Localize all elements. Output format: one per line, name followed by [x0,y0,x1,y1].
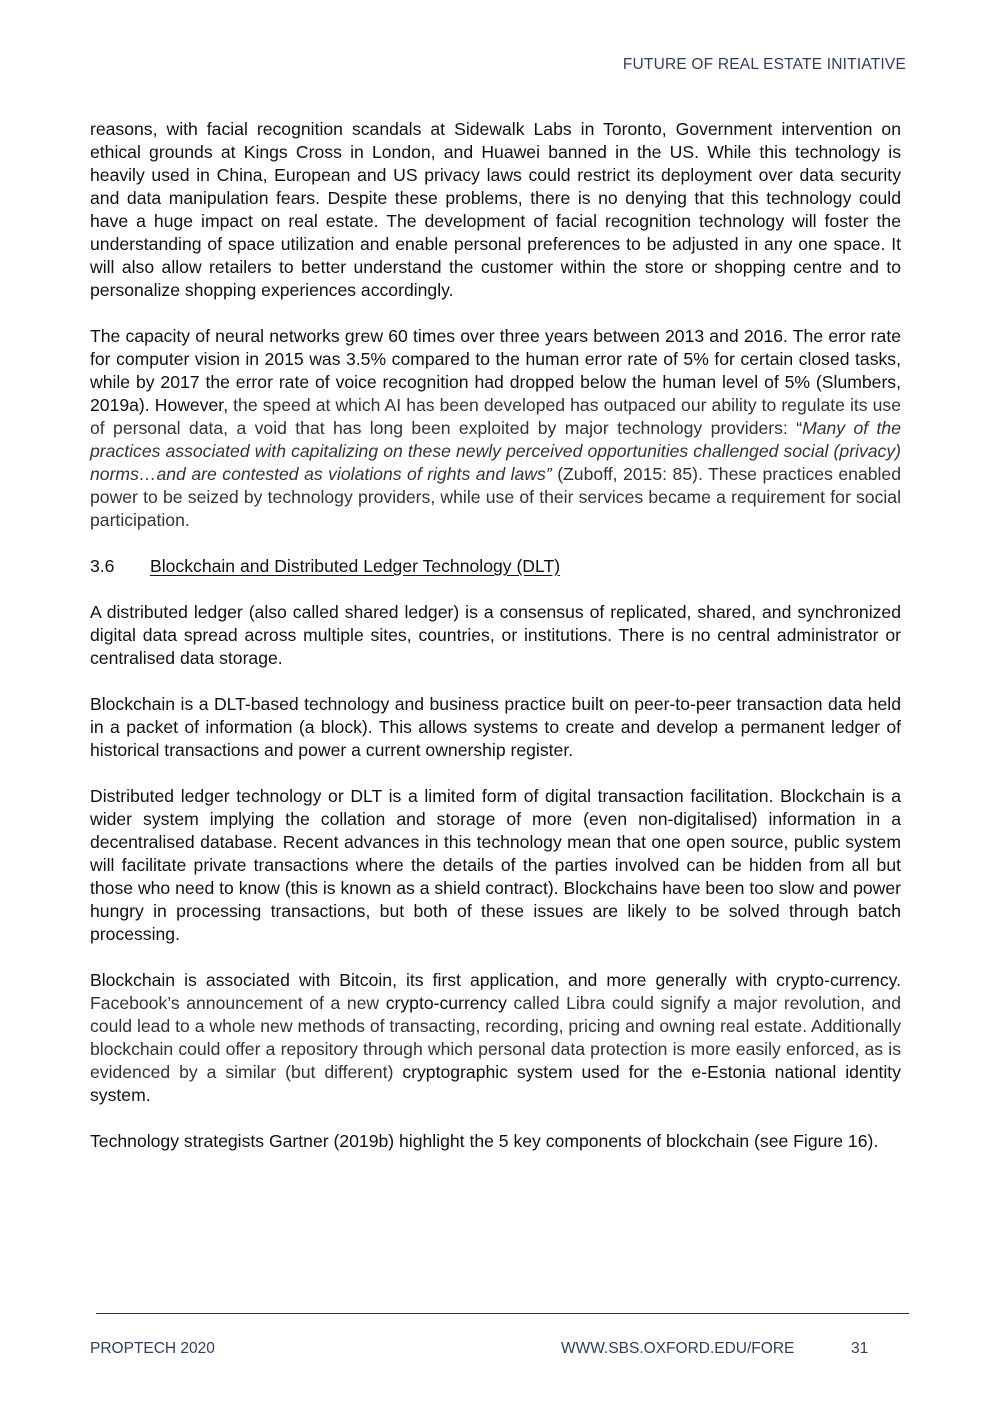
running-header: FUTURE OF REAL ESTATE INITIATIVE [622,56,906,73]
footer-url: WWW.SBS.OXFORD.EDU/FORE [561,1340,795,1357]
paragraph-dlt-vs-blockchain: Distributed ledger technology or DLT is a limited form of digital transaction facilitation. Blockchain is a wider system implying the collation and storage of more (even non-digitalised) information in a decentralised database. Recent advances in this technology mean that one open source, public system will facilitate private transactions where the details of the parties involved can be hidden from all but those who need to know (this is known as a shield contract). Blockchains have been too slow and power hungry in processing transactions, but both of these issues are likely to be solved through batch processing. [90,786,901,944]
page-number: 31 [851,1340,869,1357]
section-number: 3.6 [90,556,115,576]
paragraph-text: Facebook’s announcement of a new [90,993,386,1013]
paragraph-text: (Zuboff, 2015: 85). These practices enabled power to be seized by technology providers, while use of their services became a requirement for social participation. [90,464,902,530]
paragraph-text: called Libra could signify a major revolution, and could lead to a whole new methods of transacting, recording, pricing and owning real estate. Additionally blockchain could offer a repository through which personal data protection is more easily enforced, as is evidenced by a similar (but different) [90,993,901,1082]
paragraph-distributed-ledger: A distributed ledger (also called shared ledger) is a consensus of replicated, shared, and synchronized digital data spread across multiple sites, countries, or institutions. There is no central administrator or centralised data storage. [90,602,901,668]
section-title: Blockchain and Distributed Ledger Technology (DLT) [150,556,561,576]
paragraph-text: The capacity of neural networks grew 60 times over three years between 2013 and 2016. The error rate for computer vision in 2015 was 3.5% compared to the human error rate of 5% for certain closed tasks, while by 2017 the error rate of voice recognition had dropped below the human level of 5% (Slumbers, 2019a). However, [90,326,901,415]
paragraph-bitcoin-libra [90,969,901,1107]
paragraph-gartner: Technology strategists Gartner (2019b) highlight the 5 key components of blockchain (see Figure 16). [90,1131,879,1151]
body-text [90,118,901,1176]
paragraph-text: Blockchain is associated with Bitcoin, its first application, and more generally with crypto-currency. [90,970,901,990]
footer-publication: PROPTECH 2020 [90,1340,215,1357]
section-heading [90,555,901,578]
paragraph-text: cryptographic system used for the e-Estonia national identity system. [90,1062,901,1105]
footer-divider [96,1313,909,1314]
paragraph-neural-networks [90,325,901,532]
zuboff-quote: Many of the practices associated with capitalizing on these newly perceived opportunities challenged social (privacy) norms…and are contested as violations of rights and laws” [90,418,902,484]
paragraph-facial-recognition: reasons, with facial recognition scandals at Sidewalk Labs in Toronto, Government intervention on ethical grounds at Kings Cross in London, and Huawei banned in the US. While this technology is heavily used in China, European and US privacy laws could restrict its deployment over data security and data manipulation fears. Despite these problems, there is no denying that this technology could have a huge impact on real estate. The development of facial recognition technology will foster the understanding of space utilization and enable personal preferences to be adjusted in any one space. It will also allow retailers to better understand the customer within the store or shopping centre and to personalize shopping experiences accordingly. [90,119,901,300]
paragraph-text: the speed at which AI has been developed has outpaced our ability to regulate its use of personal data, a void that has long been exploited by major technology providers: “ [90,395,902,438]
paragraph-text: crypto-currency [385,993,507,1013]
paragraph-blockchain-definition: Blockchain is a DLT-based technology and business practice built on peer-to-peer transaction data held in a packet of information (a block). This allows systems to create and develop a permanent ledger of historical transactions and power a current ownership register. [90,694,901,760]
